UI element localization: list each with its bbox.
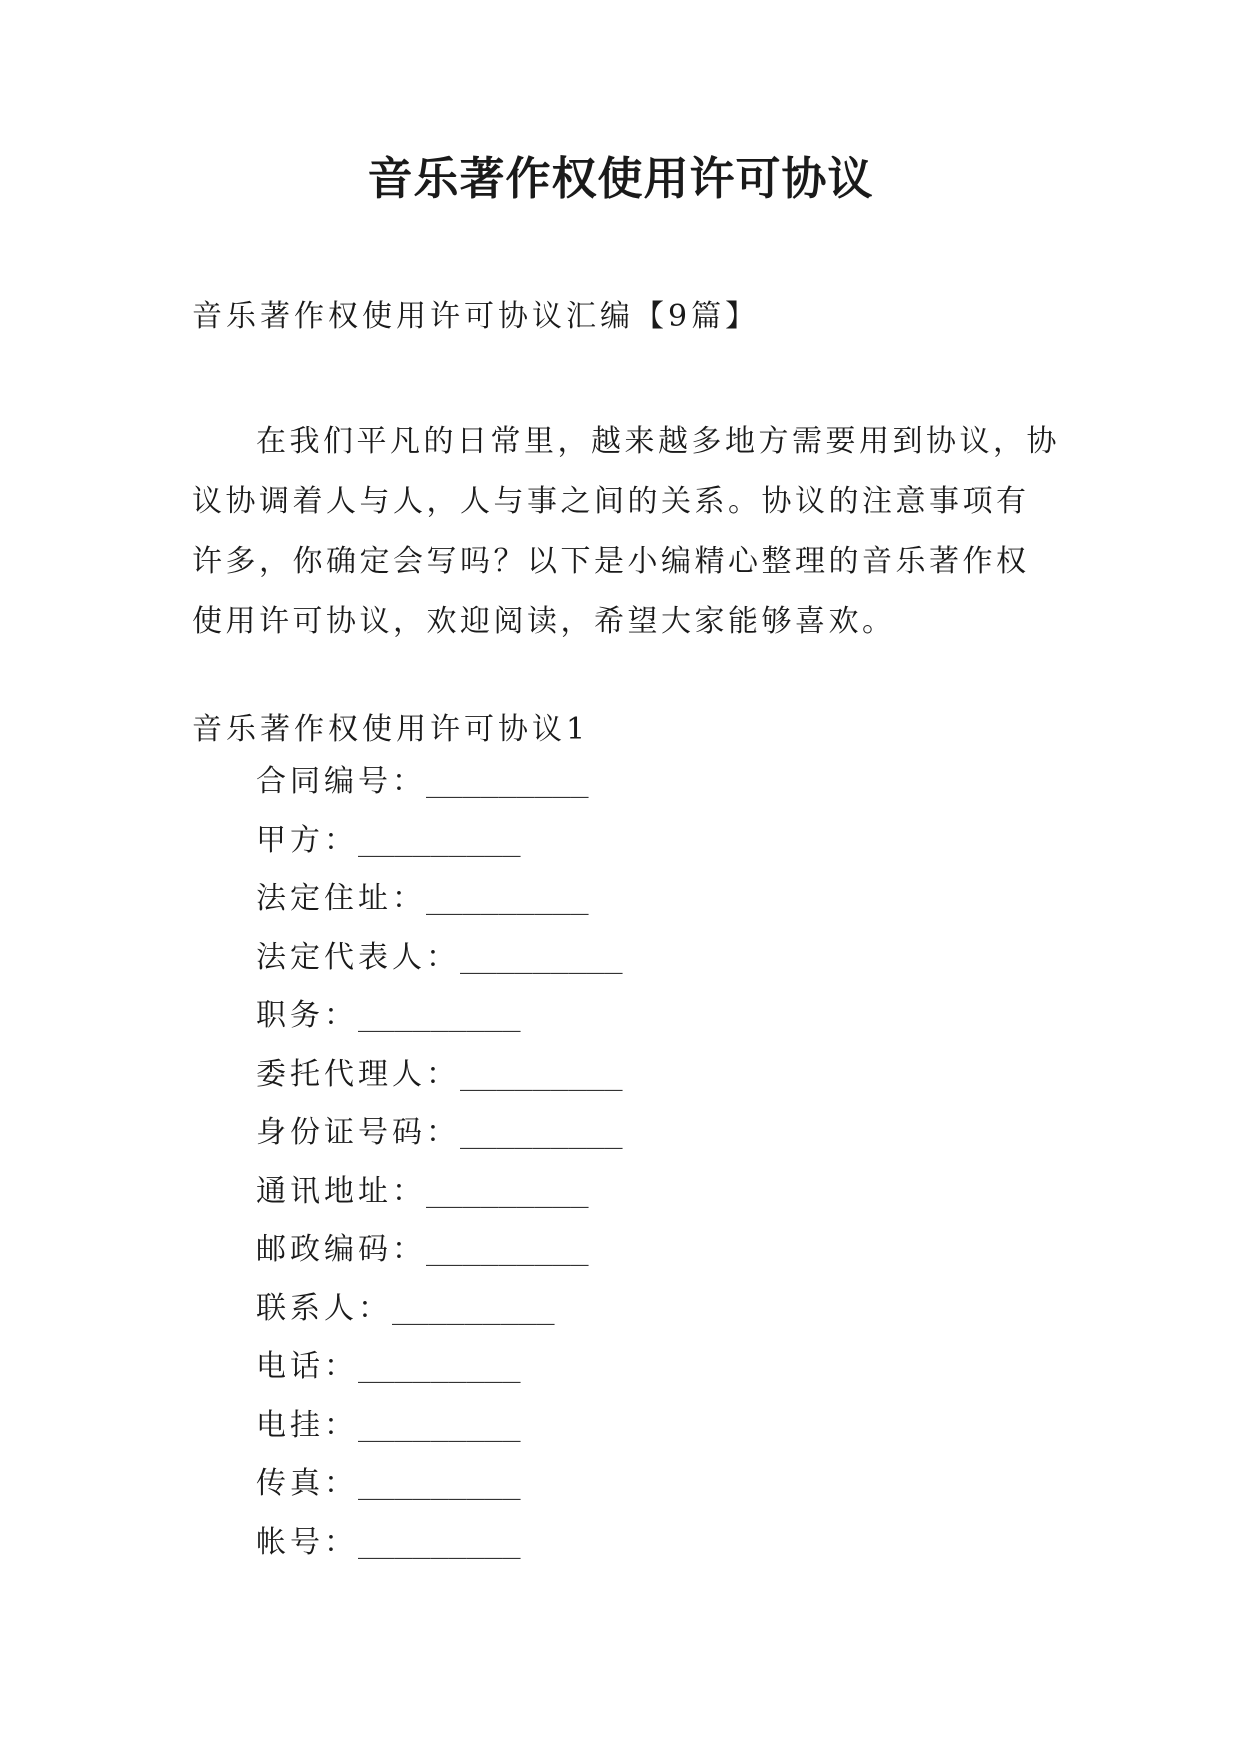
field-blank: _________ <box>358 1407 521 1443</box>
field-contact-person <box>256 1287 623 1346</box>
field-position <box>256 994 623 1053</box>
field-account <box>256 1521 623 1580</box>
field-label: 电挂： <box>256 1407 358 1443</box>
field-blank: _________ <box>460 1056 623 1092</box>
field-mailing-address <box>256 1170 623 1229</box>
contract-fields-list <box>256 760 623 1579</box>
document-subtitle: 音乐著作权使用许可协议汇编【9篇】 <box>192 299 760 334</box>
field-blank: _________ <box>460 939 623 975</box>
field-label: 通讯地址： <box>256 1173 426 1209</box>
field-blank: _________ <box>426 881 589 916</box>
field-postal-code <box>256 1228 623 1287</box>
field-party-a <box>256 819 623 878</box>
field-label: 身份证号码： <box>256 1115 460 1150</box>
field-blank: _________ <box>358 1349 521 1384</box>
intro-paragraph: 在我们平凡的日常里，越来越多地方需要用到协议，协议协调着人与人，人与事之间的关系。协议的注意事项有许多，你确定会写吗？以下是小编精心整理的音乐著作权使用许可协议，欢迎阅读，希望大家能够喜欢。 <box>192 424 1060 639</box>
field-blank: _________ <box>426 764 589 799</box>
field-label: 法定代表人： <box>256 939 460 975</box>
field-blank: _________ <box>426 1232 589 1267</box>
field-blank: _________ <box>358 822 521 858</box>
field-blank: _________ <box>426 1173 589 1209</box>
field-id-number <box>256 1111 623 1170</box>
field-blank: _________ <box>392 1290 555 1326</box>
field-phone <box>256 1345 623 1404</box>
field-blank: _________ <box>358 1466 521 1501</box>
field-label: 委托代理人： <box>256 1056 460 1092</box>
field-contract-number <box>256 760 623 819</box>
field-label: 联系人： <box>256 1290 392 1326</box>
field-blank: _________ <box>358 1524 521 1560</box>
field-legal-address <box>256 877 623 936</box>
field-label: 帐号： <box>256 1524 358 1560</box>
field-authorized-agent <box>256 1053 623 1112</box>
document-title: 音乐著作权使用许可协议 <box>367 152 874 205</box>
field-telegraph <box>256 1404 623 1463</box>
field-label: 职务： <box>256 998 358 1033</box>
field-label: 电话： <box>256 1349 358 1384</box>
field-label: 邮政编码： <box>256 1232 426 1267</box>
field-label: 合同编号： <box>256 764 426 799</box>
field-label: 法定住址： <box>256 881 426 916</box>
field-blank: _________ <box>460 1115 623 1150</box>
field-label: 甲方： <box>256 822 358 858</box>
field-legal-representative <box>256 936 623 995</box>
field-label: 传真： <box>256 1466 358 1501</box>
section-heading: 音乐著作权使用许可协议1 <box>192 712 590 747</box>
field-blank: _________ <box>358 998 521 1033</box>
field-fax <box>256 1462 623 1521</box>
